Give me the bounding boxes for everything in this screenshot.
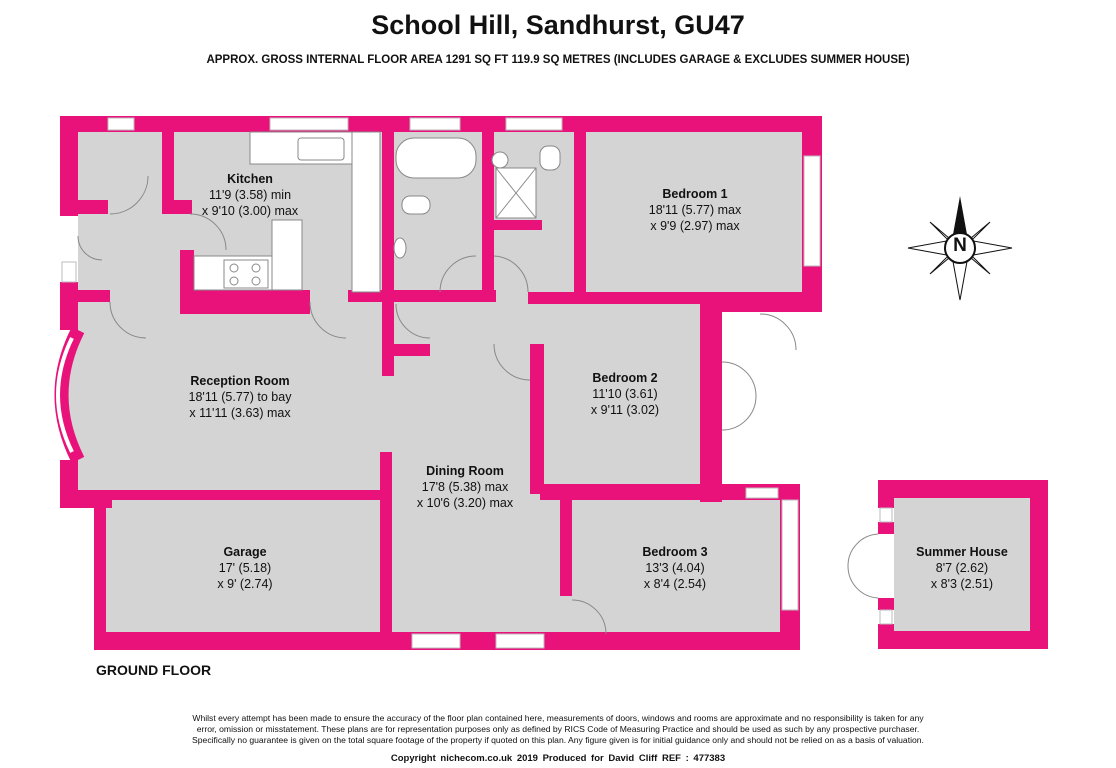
copyright-credits: Copyright nichecom.co.uk 2019 Produced for David Cliff REF : 477383: [390, 753, 726, 764]
room-dimension: 13'3 (4.04): [645, 561, 705, 575]
hob-ring-icon: [252, 277, 260, 285]
room-label-kitchen: [180, 171, 320, 219]
floor-level-label: GROUND FLOOR: [96, 662, 212, 678]
disclaimer-text: [120, 713, 996, 746]
room-dimension: 17' (5.18): [218, 561, 272, 575]
room-label-garage: [180, 544, 310, 592]
disclaimer-line: error, omission or misstatement. These plans are for representation purposes only as defined by RICS Code of Measuring Practice and should be used as such by any prospective purchaser.: [196, 724, 920, 734]
room-dimension: 18'11 (5.77) max: [648, 203, 742, 217]
room-dimension: x 8'4 (2.54): [643, 577, 707, 591]
disclaimer-line: Specifically no guarantee is given on the total square footage of the property if quoted on this plan. Any figure given is for initial guidance only and should not be relied on as a basis of valuation.: [192, 735, 924, 745]
wall-bed1-bottom: [528, 292, 700, 304]
door-swing: [848, 566, 878, 598]
room-label-dining: [395, 463, 535, 511]
room-name: Summer House: [916, 545, 1008, 559]
shower-toilet-icon: [540, 146, 560, 170]
room-name: Dining Room: [426, 464, 504, 478]
room-name: Bedroom 3: [642, 545, 708, 559]
wall-summer-left-mid1: [878, 522, 894, 534]
room-dimension: x 8'3 (2.51): [930, 577, 994, 591]
hob-ring-icon: [230, 277, 238, 285]
room-dimension: 8'7 (2.62): [935, 561, 989, 575]
room-dimension: 11'10 (3.61): [592, 387, 658, 401]
room-name: Kitchen: [227, 172, 273, 186]
wall-kitchen-bottom: [180, 290, 310, 314]
kitchen-worktop-right: [352, 132, 380, 292]
wall-summer-left-mid2: [878, 598, 894, 610]
room-label-reception: [150, 373, 330, 421]
room-dimension: x 9'10 (3.00) max: [201, 204, 299, 218]
wall-bed3-left: [560, 496, 572, 596]
basin-icon: [394, 238, 406, 258]
room-dimension: x 9'9 (2.97) max: [650, 219, 740, 233]
compass-north-label: N: [953, 235, 967, 256]
shower-basin-icon: [492, 152, 508, 168]
room-dimension: 18'11 (5.77) to bay: [188, 390, 292, 404]
window-summer-1: [880, 508, 892, 522]
window-bathroom: [410, 118, 460, 130]
window-bedroom1: [804, 156, 820, 266]
room-dimension: 17'8 (5.38) max: [421, 480, 509, 494]
door-swing: [722, 362, 756, 430]
wall-kitchen-left: [162, 116, 174, 214]
bath-icon: [396, 138, 476, 178]
wall-reception-top-left: [60, 290, 110, 302]
sink-icon: [298, 138, 344, 160]
room-dimension: x 11'11 (3.63) max: [189, 406, 291, 420]
wall-outer-left-top: [60, 116, 78, 216]
window-summer-2: [880, 610, 892, 624]
plan-title: School Hill, Sandhurst, GU47: [371, 10, 745, 40]
window-hall: [108, 118, 134, 130]
wall-bed1-left: [574, 116, 586, 292]
wall-summer-left-top: [878, 480, 894, 508]
room-label-bedroom-1: [610, 186, 780, 234]
disclaimer-line: Whilst every attempt has been made to ensure the accuracy of the floor plan contained here, measurements of doors, windows and rooms are approximate and no responsibility is taken for any: [192, 713, 924, 723]
window-shower: [506, 118, 562, 130]
wall-summer-right: [1030, 480, 1048, 649]
wall-summer-bottom: [878, 631, 1048, 649]
wall-hall-lobby: [78, 200, 108, 214]
kitchen-worktop-return: [272, 220, 302, 290]
window-side: [62, 262, 76, 282]
wall-bath-left: [382, 116, 394, 376]
toilet-icon: [402, 196, 430, 214]
room-label-summer-house: [894, 544, 1030, 592]
room-name: Garage: [223, 545, 267, 559]
wall-garage-right: [380, 452, 392, 642]
room-label-bedroom-2: [560, 370, 690, 418]
wall-summer-top: [878, 480, 1048, 498]
room-label-bedroom-3: [610, 544, 740, 592]
wall-outer-left-mid: [60, 282, 78, 330]
wall-hall-cupboard: [382, 344, 430, 356]
wall-shower: [482, 220, 542, 230]
hob-ring-icon: [230, 264, 238, 272]
room-name: Reception Room: [190, 374, 290, 388]
wall-garage-top: [94, 490, 392, 500]
room-dimension: x 9' (2.74): [217, 577, 273, 591]
window-bed3-top: [746, 488, 778, 498]
window-dining-2: [496, 634, 544, 648]
door-swing: [760, 314, 796, 350]
wall-summer-left-bottom: [878, 624, 894, 649]
window-bedroom3: [782, 500, 798, 610]
wall-garage-left: [94, 500, 106, 650]
window-kitchen: [270, 118, 348, 130]
floor-area-subtitle: APPROX. GROSS INTERNAL FLOOR AREA 1291 SQ FT 119.9 SQ METRES (INCLUDES GARAGE & EXCLUDES SUMMER HOUSE): [206, 54, 910, 66]
room-dimension: x 9'11 (3.02): [590, 403, 660, 417]
room-name: Bedroom 2: [592, 371, 658, 385]
room-dimension: 11'9 (3.58) min: [208, 188, 292, 202]
room-dimension: x 10'6 (3.20) max: [416, 496, 514, 510]
window-dining-1: [412, 634, 460, 648]
door-swing: [848, 534, 878, 566]
hob-ring-icon: [252, 264, 260, 272]
room-name: Bedroom 1: [662, 187, 728, 201]
wall-bath-right: [482, 116, 494, 292]
wall-bed2-right: [700, 292, 722, 502]
